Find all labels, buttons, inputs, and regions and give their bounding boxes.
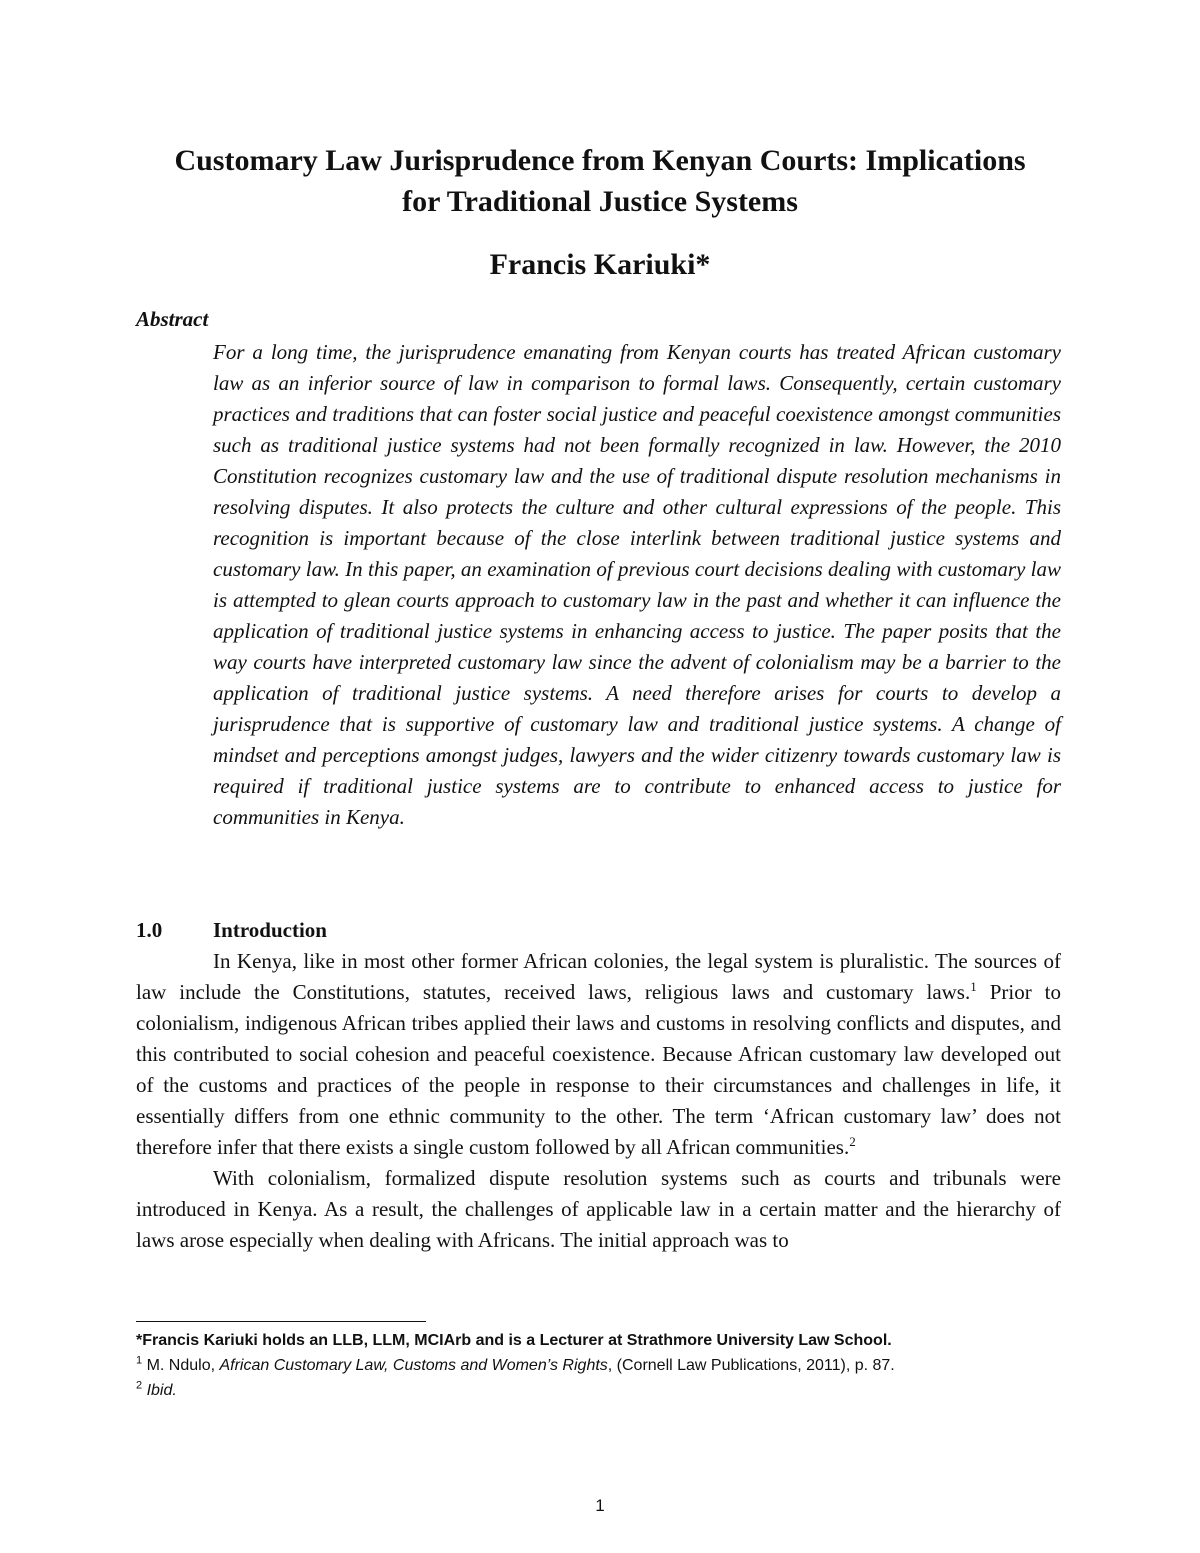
paper-author: Francis Kariuki* xyxy=(489,248,711,281)
footnote-separator xyxy=(136,1321,426,1322)
page-number: 1 xyxy=(595,1496,605,1515)
body-paragraph xyxy=(136,946,1061,1163)
section-title: Introduction xyxy=(213,918,327,942)
footnote-2 xyxy=(136,1378,1061,1403)
footnote-author-note: *Francis Kariuki holds an LLB, LLM, MCIArb and is a Lecturer at Strathmore University Law School. xyxy=(136,1332,892,1349)
footnote-reference: 1 xyxy=(970,979,977,994)
footnote-marker: 2 xyxy=(136,1379,143,1392)
abstract-text: For a long time, the jurisprudence emanating from Kenyan courts has treated African customary law as an inferior source of law in comparison to formal laws. Consequently, certain customary practices and traditions that can foster social justice and peaceful coexistence amongst communities such as traditional justice systems had not been formally recognized in law. However, the 2010 Constitution recognizes customary law and the use of traditional dispute resolution mechanisms in resolving disputes. It also protects the culture and other cultural expressions of the people. This recognition is important because of the close interlink between traditional justice systems and customary law. In this paper, an examination of previous court decisions dealing with customary law is attempted to glean courts approach to customary law in the past and whether it can influence the application of traditional justice systems in enhancing access to justice. The paper posits that the way courts have interpreted customary law since the advent of colonialism may be a barrier to the application of traditional justice systems. A need therefore arises for courts to develop a jurisprudence that is supportive of customary law and traditional justice systems. A change of mindset and perceptions amongst judges, lawyers and the wider citizenry towards customary law is required if traditional justice systems are to contribute to enhanced access to justice for communities in Kenya. xyxy=(213,340,1061,829)
section-number: 1.0 xyxy=(136,918,163,942)
footnote-text: Ibid. xyxy=(146,1382,177,1399)
paper-title-line-1: Customary Law Jurisprudence from Kenyan Courts: Implications xyxy=(174,144,1026,177)
footnote-marker: 1 xyxy=(136,1354,143,1367)
body-paragraph: With colonialism, formalized dispute resolution systems such as courts and tribunals were introduced in Kenya. As a result, the challenges of applicable law in a certain matter and the hierarchy of laws arose especially when dealing with Africans. The initial approach was to xyxy=(136,1166,1061,1252)
body-paragraph-text: In Kenya, like in most other former African colonies, the legal system is pluralistic. The sources of law include the Constitutions, statutes, received laws, religious laws and customary laws. xyxy=(136,949,1061,1004)
footnote-cited-title: African Customary Law, Customs and Women’s Rights xyxy=(219,1357,608,1374)
paper-title xyxy=(120,140,1080,222)
footnote-text: , (Cornell Law Publications, 2011), p. 87. xyxy=(607,1357,895,1374)
body-paragraph-text: Prior to colonialism, indigenous African tribes applied their laws and customs in resolving conflicts and disputes, and this contributed to social cohesion and peaceful coexistence. Because African customary law developed out of the customs and practices of the people in response to their circumstances and challenges in life, it essentially differs from one ethnic community to the other. The term ‘African customary law’ does not therefore infer that there exists a single custom followed by all African communities. xyxy=(136,980,1061,1159)
abstract-heading: Abstract xyxy=(136,307,209,331)
paper-title-line-2: for Traditional Justice Systems xyxy=(402,185,798,218)
body-text xyxy=(136,946,1061,1256)
footnotes xyxy=(136,1328,1061,1403)
footnote-reference: 2 xyxy=(849,1134,856,1149)
footnote-1 xyxy=(136,1353,1061,1378)
section-heading xyxy=(136,915,1036,946)
footnote-text: M. Ndulo, xyxy=(142,1357,220,1374)
